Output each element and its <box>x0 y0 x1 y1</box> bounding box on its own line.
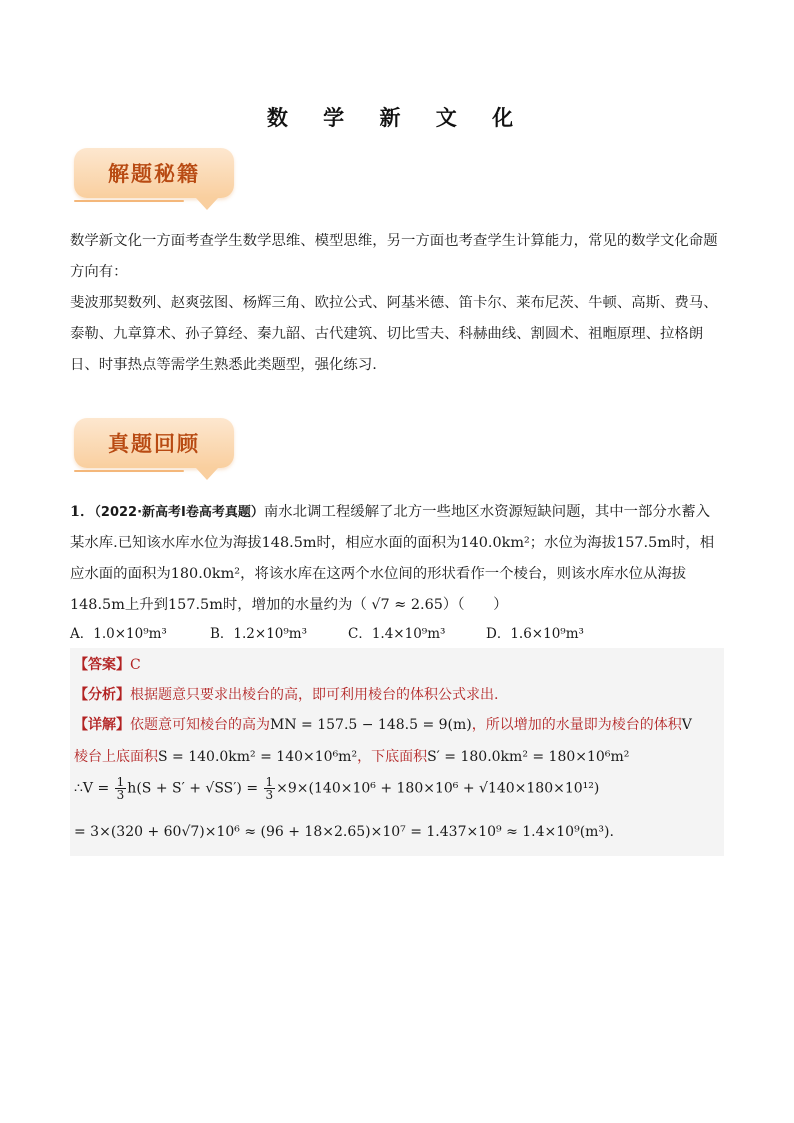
intro-line: 数学新文化一方面考查学生数学思维、模型思维，另一方面也考查学生计算能力，常见的数学文化命题方向有： <box>70 233 718 280</box>
section-banner-past-exams <box>74 418 234 468</box>
analysis-text: 根据题意只要求出棱台的高，即可利用棱台的体积公式求出. <box>130 687 499 703</box>
height-formula: MN = 157.5 − 148.5 = 9(m) <box>270 717 472 733</box>
area-formula-bottom: S′ = 180.0km² = 180×10⁶m² <box>427 749 630 765</box>
section-banner-tips <box>74 148 234 198</box>
question-number: 1． <box>70 503 95 520</box>
intro-line: 斐波那契数列、赵爽弦图、杨辉三角、欧拉公式、阿基米德、笛卡尔、莱布尼茨、牛顿、高斯、费马、泰勒、九章算术、孙子算经、秦九韶、古代建筑、切比雪夫、科赫曲线、割圆术、祖暅原理、拉格朗日、时事热点等需学生熟悉此类题型，强化练习. <box>70 295 718 373</box>
area-label-bottom: ，下底面积 <box>357 749 428 765</box>
volume-rhs: ×9×(140×10⁶ + 180×10⁶ + √140×180×10¹²) <box>276 780 600 797</box>
fraction-one-third: $\frac{1}{3}$ <box>265 775 274 802</box>
question-stem <box>70 496 724 621</box>
option-a: A．1.0×10⁹m³ <box>70 626 167 642</box>
speech-tail-icon <box>196 198 218 210</box>
question-source: （2022·新高考Ⅰ卷高考真题） <box>94 505 264 520</box>
area-formula-top: S = 140.0km² = 140×10⁶m² <box>158 749 358 765</box>
option-b: B．1.2×10⁹m³ <box>210 626 308 642</box>
volume-result-line: = 3×(320 + 60√7)×10⁶ ≈ (96 + 18×2.65)×10⁷ = 1.437×10⁹ ≈ 1.4×10⁹(m³). <box>74 824 614 840</box>
detail-text: 依题意可知棱台的高为 <box>130 717 270 733</box>
detail-text-2: ，所以增加的水量即为棱台的体积 <box>471 717 682 733</box>
volume-formula-line <box>74 776 720 801</box>
detail-tag: 【详解】 <box>74 717 130 733</box>
volume-mid: h(S + S′ + √SS′) = <box>127 780 259 797</box>
analysis-tag: 【分析】 <box>74 687 130 703</box>
answer-value: C <box>130 657 141 673</box>
detail-line <box>74 714 720 734</box>
section-banner-label: 解题秘籍 <box>108 162 200 186</box>
area-line <box>74 746 720 766</box>
volume-symbol: V <box>681 717 692 733</box>
volume-lhs: ∴V = <box>74 780 110 797</box>
intro-paragraph <box>70 226 724 381</box>
fraction-one-third: $\frac{1}{3}$ <box>116 775 125 802</box>
answer-line <box>74 654 720 674</box>
section-banner-label: 真题回顾 <box>108 432 200 456</box>
solution-box <box>70 648 724 856</box>
option-c: C．1.4×10⁹m³ <box>348 626 446 642</box>
option-d: D．1.6×10⁹m³ <box>486 626 584 642</box>
answer-options <box>70 622 724 644</box>
analysis-line <box>74 684 720 704</box>
page-title: 数 学 新 文 化 <box>266 106 528 130</box>
area-label-top: 棱台上底面积 <box>74 749 158 765</box>
speech-tail-icon <box>196 468 218 480</box>
answer-tag: 【答案】 <box>74 657 130 673</box>
question-text: 南水北调工程缓解了北方一些地区水资源短缺问题，其中一部分水蓄入某水库.已知该水库水位为海拔148.5m时，相应水面的面积为140.0km²；水位为海拔157.5m时，相应水面的面积为180.0km²，将该水库在这两个水位间的形状看作一个棱台，则该水库水位从海拔148.5m上升到157.5m时，增加的水量约为（ √7 ≈ 2.65）（ ） <box>70 504 715 613</box>
